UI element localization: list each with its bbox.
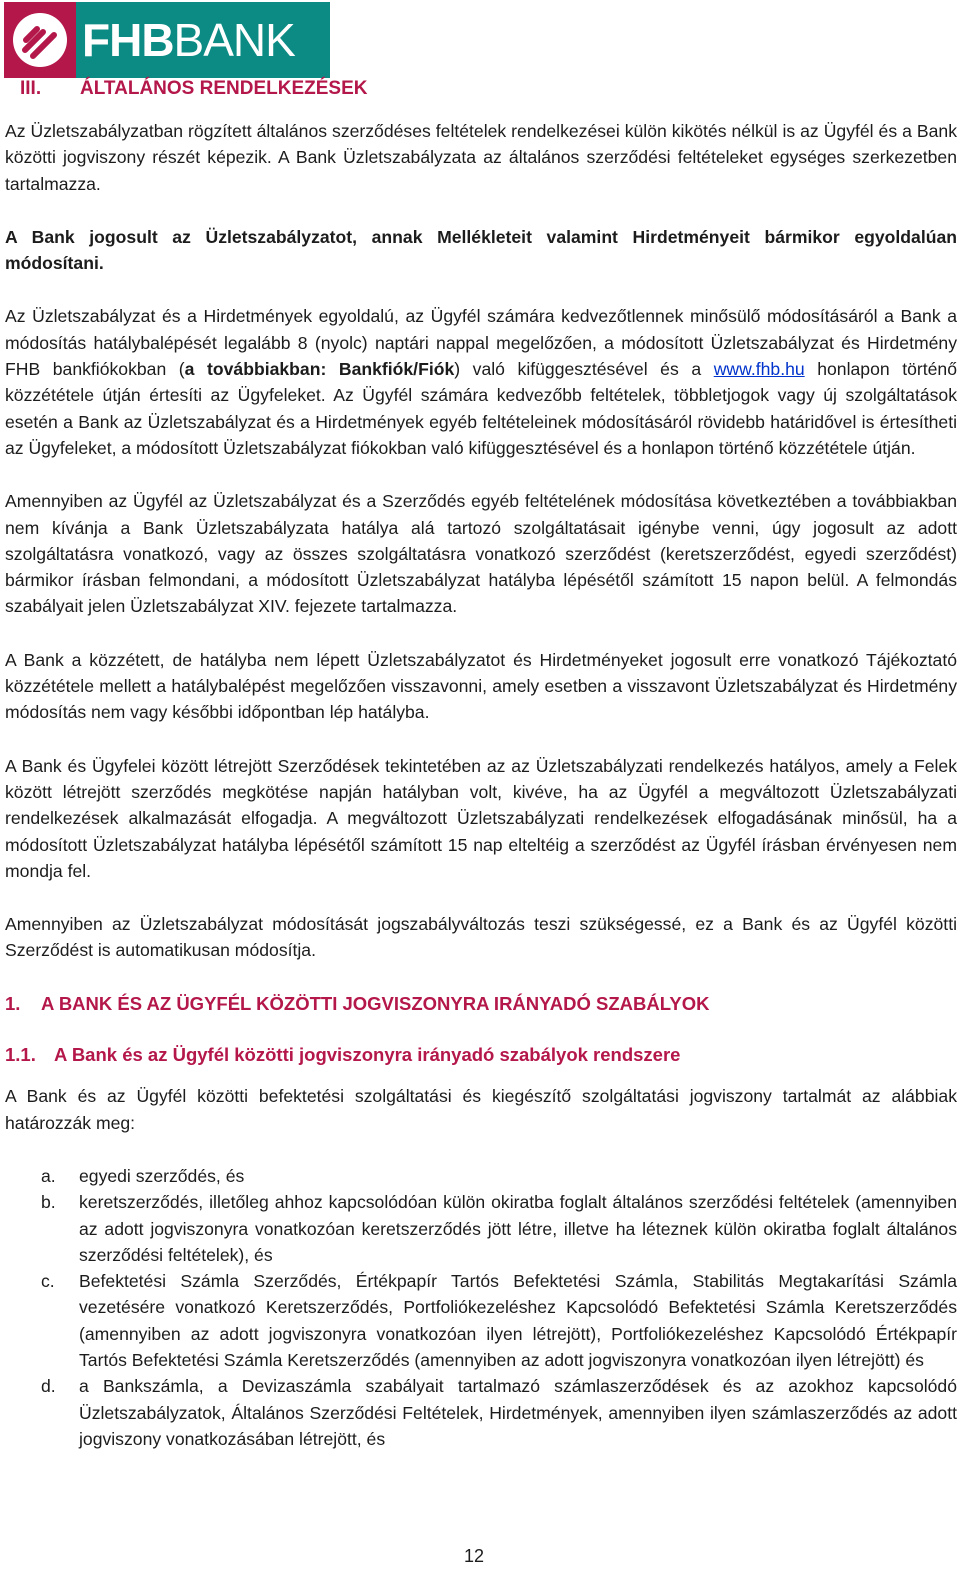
list-item-marker: d. bbox=[41, 1376, 56, 1397]
logo-wordmark bbox=[76, 2, 330, 78]
heading-1 bbox=[5, 991, 957, 1017]
list-item bbox=[5, 1268, 957, 1373]
list-item-text: keretszerződés, illetőleg ahhoz kapcsolódóan külön okiratba foglalt általános szerződési feltételek (amennyiben az adott jogviszonyra vonatkozóan keretszerződés jött létre, illetve ha léteznek külön okiratba foglalt általános szerződési feltételek), és bbox=[79, 1192, 957, 1265]
heading-1-1-title: A Bank és az Ügyfél közötti jogviszonyra irányadó szabályok rendszere bbox=[54, 1044, 681, 1066]
paragraph-1: Az Üzletszabályzatban rögzített általános szerződéses feltételek rendelkezései külön kikötés nélkül is az Ügyfél és a Bank közötti jogviszony részét képezik. A Bank Üzletszabályzata az általános szerződési feltételeket egységes szerkezetben tartalmazza. bbox=[5, 121, 957, 194]
paragraph-5: A Bank a közzétett, de hatályba nem lépett Üzletszabályzatot és Hirdetményeket jogosult erre vonatkozó Tájékoztató közzététele mellett a hatálybalépést megelőzően visszavonni, amely esetben a visszavont Üzletszabályzat és Hirdetmény módosítás nem vagy későbbi időpontban lép hatályba. bbox=[5, 649, 957, 723]
list-item-text: a Bankszámla, a Devizaszámla szabályait tartalmazó számlaszerződések és az azokhoz kapcsolódó Üzletszabályzatok, Általános Szerződési Feltételek, Hirdetmények, amennyiben ilyen számlaszerződés az adott jogviszony vonatkozásában létrejött, és bbox=[79, 1376, 957, 1449]
heading-1-number: 1. bbox=[5, 992, 21, 1014]
paragraph-3-part-b: ) való kifüggesztésével és a bbox=[454, 359, 714, 380]
paragraph-7: Amennyiben az Üzletszabályzat módosítását jogszabályváltozás teszi szükségessé, ez a Bank és az Ügyfél közötti Szerződést is automatikusan módosítja. bbox=[5, 914, 957, 961]
list-item-text: egyedi szerződés, és bbox=[79, 1165, 245, 1186]
list-item-marker: b. bbox=[41, 1192, 56, 1213]
paragraph-3 bbox=[5, 303, 957, 461]
paragraph-6: A Bank és Ügyfelei között létrejött Szerződések tekintetében az az Üzletszabályzati rendelkezés hatályos, amely a Felek között létrejött szerződés megkötése napján hatályban volt, kivéve, ha az Ügyfél a megváltozott Üzletszabályzati rendelkezések alkalmazását elfogadja. A megváltozott Üzletszabályzati rendelkezések elfogadásának minősül, ha a módosított Üzletszabályzat hatályba lépésétől számított 15 nap elteltéig a szerződést az Ügyfél írásban érvényesen nem mondja fel. bbox=[5, 755, 957, 881]
page-number: 12 bbox=[463, 1546, 485, 1566]
paragraph-3-part-a: Az Üzletszabályzat és a Hirdetmények egyoldalú, az Ügyfél számára kedvezőtlennek minősülő módosításáról a Bank a módosítás hatálybalépését legalább 8 (nyolc) naptári nappal megelőzően, a módosított Üzletszabályzat és Hirdetmény FHB bankfiókokban ( bbox=[5, 306, 957, 380]
logo-symbol-icon bbox=[10, 10, 70, 70]
list-item-text: Befektetési Számla Szerződés, Értékpapír Tartós Befektetési Számla, Stabilitás Megtakarítási Számla vezetésére vonatkozó Keretszerződés, Portfoliókezeléshez Kapcsolódó Befektetési Számla Keretszerződés (amennyiben az adott jogviszonyra vonatkozóan ilyen létrejött), Portfoliókezeléshez Kapcsolódó Értékpapír Tartós Befektetési Számla Keretszerződés (amennyiben az adott jogviszonyra vonatkozóan ilyen létrejött) és bbox=[79, 1271, 957, 1370]
fhb-website-link[interactable]: www.fhb.hu bbox=[713, 359, 805, 380]
section-heading bbox=[20, 78, 367, 100]
list-item bbox=[5, 1373, 957, 1452]
logo-mark bbox=[4, 2, 76, 78]
heading-1-1-number: 1.1. bbox=[5, 1044, 36, 1066]
list-item-marker: a. bbox=[41, 1165, 56, 1186]
logo-fhb: FHB bbox=[82, 14, 174, 66]
fhb-bank-logo bbox=[4, 2, 330, 78]
heading-1-1 bbox=[5, 1042, 957, 1068]
document-body bbox=[5, 118, 957, 1452]
list-item-marker: c. bbox=[41, 1271, 55, 1292]
paragraph-3-bold: a továbbiakban: Bankfiók/Fiók bbox=[184, 359, 455, 380]
list-item bbox=[5, 1163, 957, 1189]
list-item bbox=[5, 1189, 957, 1268]
section-title: ÁLTALÁNOS RENDELKEZÉSEK bbox=[80, 78, 368, 99]
rules-list bbox=[5, 1163, 957, 1452]
paragraph-2: A Bank jogosult az Üzletszabályzatot, annak Mellékleteit valamint Hirdetményeit bármikor egyoldalúan módosítani. bbox=[5, 226, 957, 274]
heading-1-title: A BANK ÉS AZ ÜGYFÉL KÖZÖTTI JOGVISZONYRA IRÁNYADÓ SZABÁLYOK bbox=[41, 992, 710, 1014]
logo-bank: BANK bbox=[173, 14, 295, 66]
section-number: III. bbox=[20, 78, 42, 99]
paragraph-3-part-c: honlapon történő közzététele útján értesíti az Ügyfeleket. Az Ügyfél számára kedvezőbb feltételek, többletjogok vagy új szolgáltatások esetén a Bank az Üzletszabályzat és a Hirdetmények egyéb feltételeinek módosításáról rövidebb határidővel is értesítheti az Ügyfeleket, a módosított Üzletszabályzat fiókokban való kifüggesztésével és a honlapon történő közzététele útján. bbox=[5, 359, 957, 458]
paragraph-4: Amennyiben az Ügyfél az Üzletszabályzat és a Szerződés egyéb feltételének módosítása következtében a továbbiakban nem kívánja a Bank Üzletszabályzata hatálya alá tartozó szolgáltatásait igénybe venni, úgy jogosult az adott szolgáltatásra vonatkozó, vagy az összes szolgáltatásra vonatkozó szerződést (keretszerződést, egyedi szerződést) bármikor írásban felmondani, a módosított Üzletszabályzat hatályba lépésétől számított 15 napon belül. A felmondás szabályait jelen Üzletszabályzat XIV. fejezete tartalmazza. bbox=[5, 491, 957, 617]
list-intro: A Bank és az Ügyfél közötti befektetési szolgáltatási és kiegészítő szolgáltatási jogviszony tartalmát az alábbiak határozzák meg: bbox=[5, 1086, 957, 1133]
